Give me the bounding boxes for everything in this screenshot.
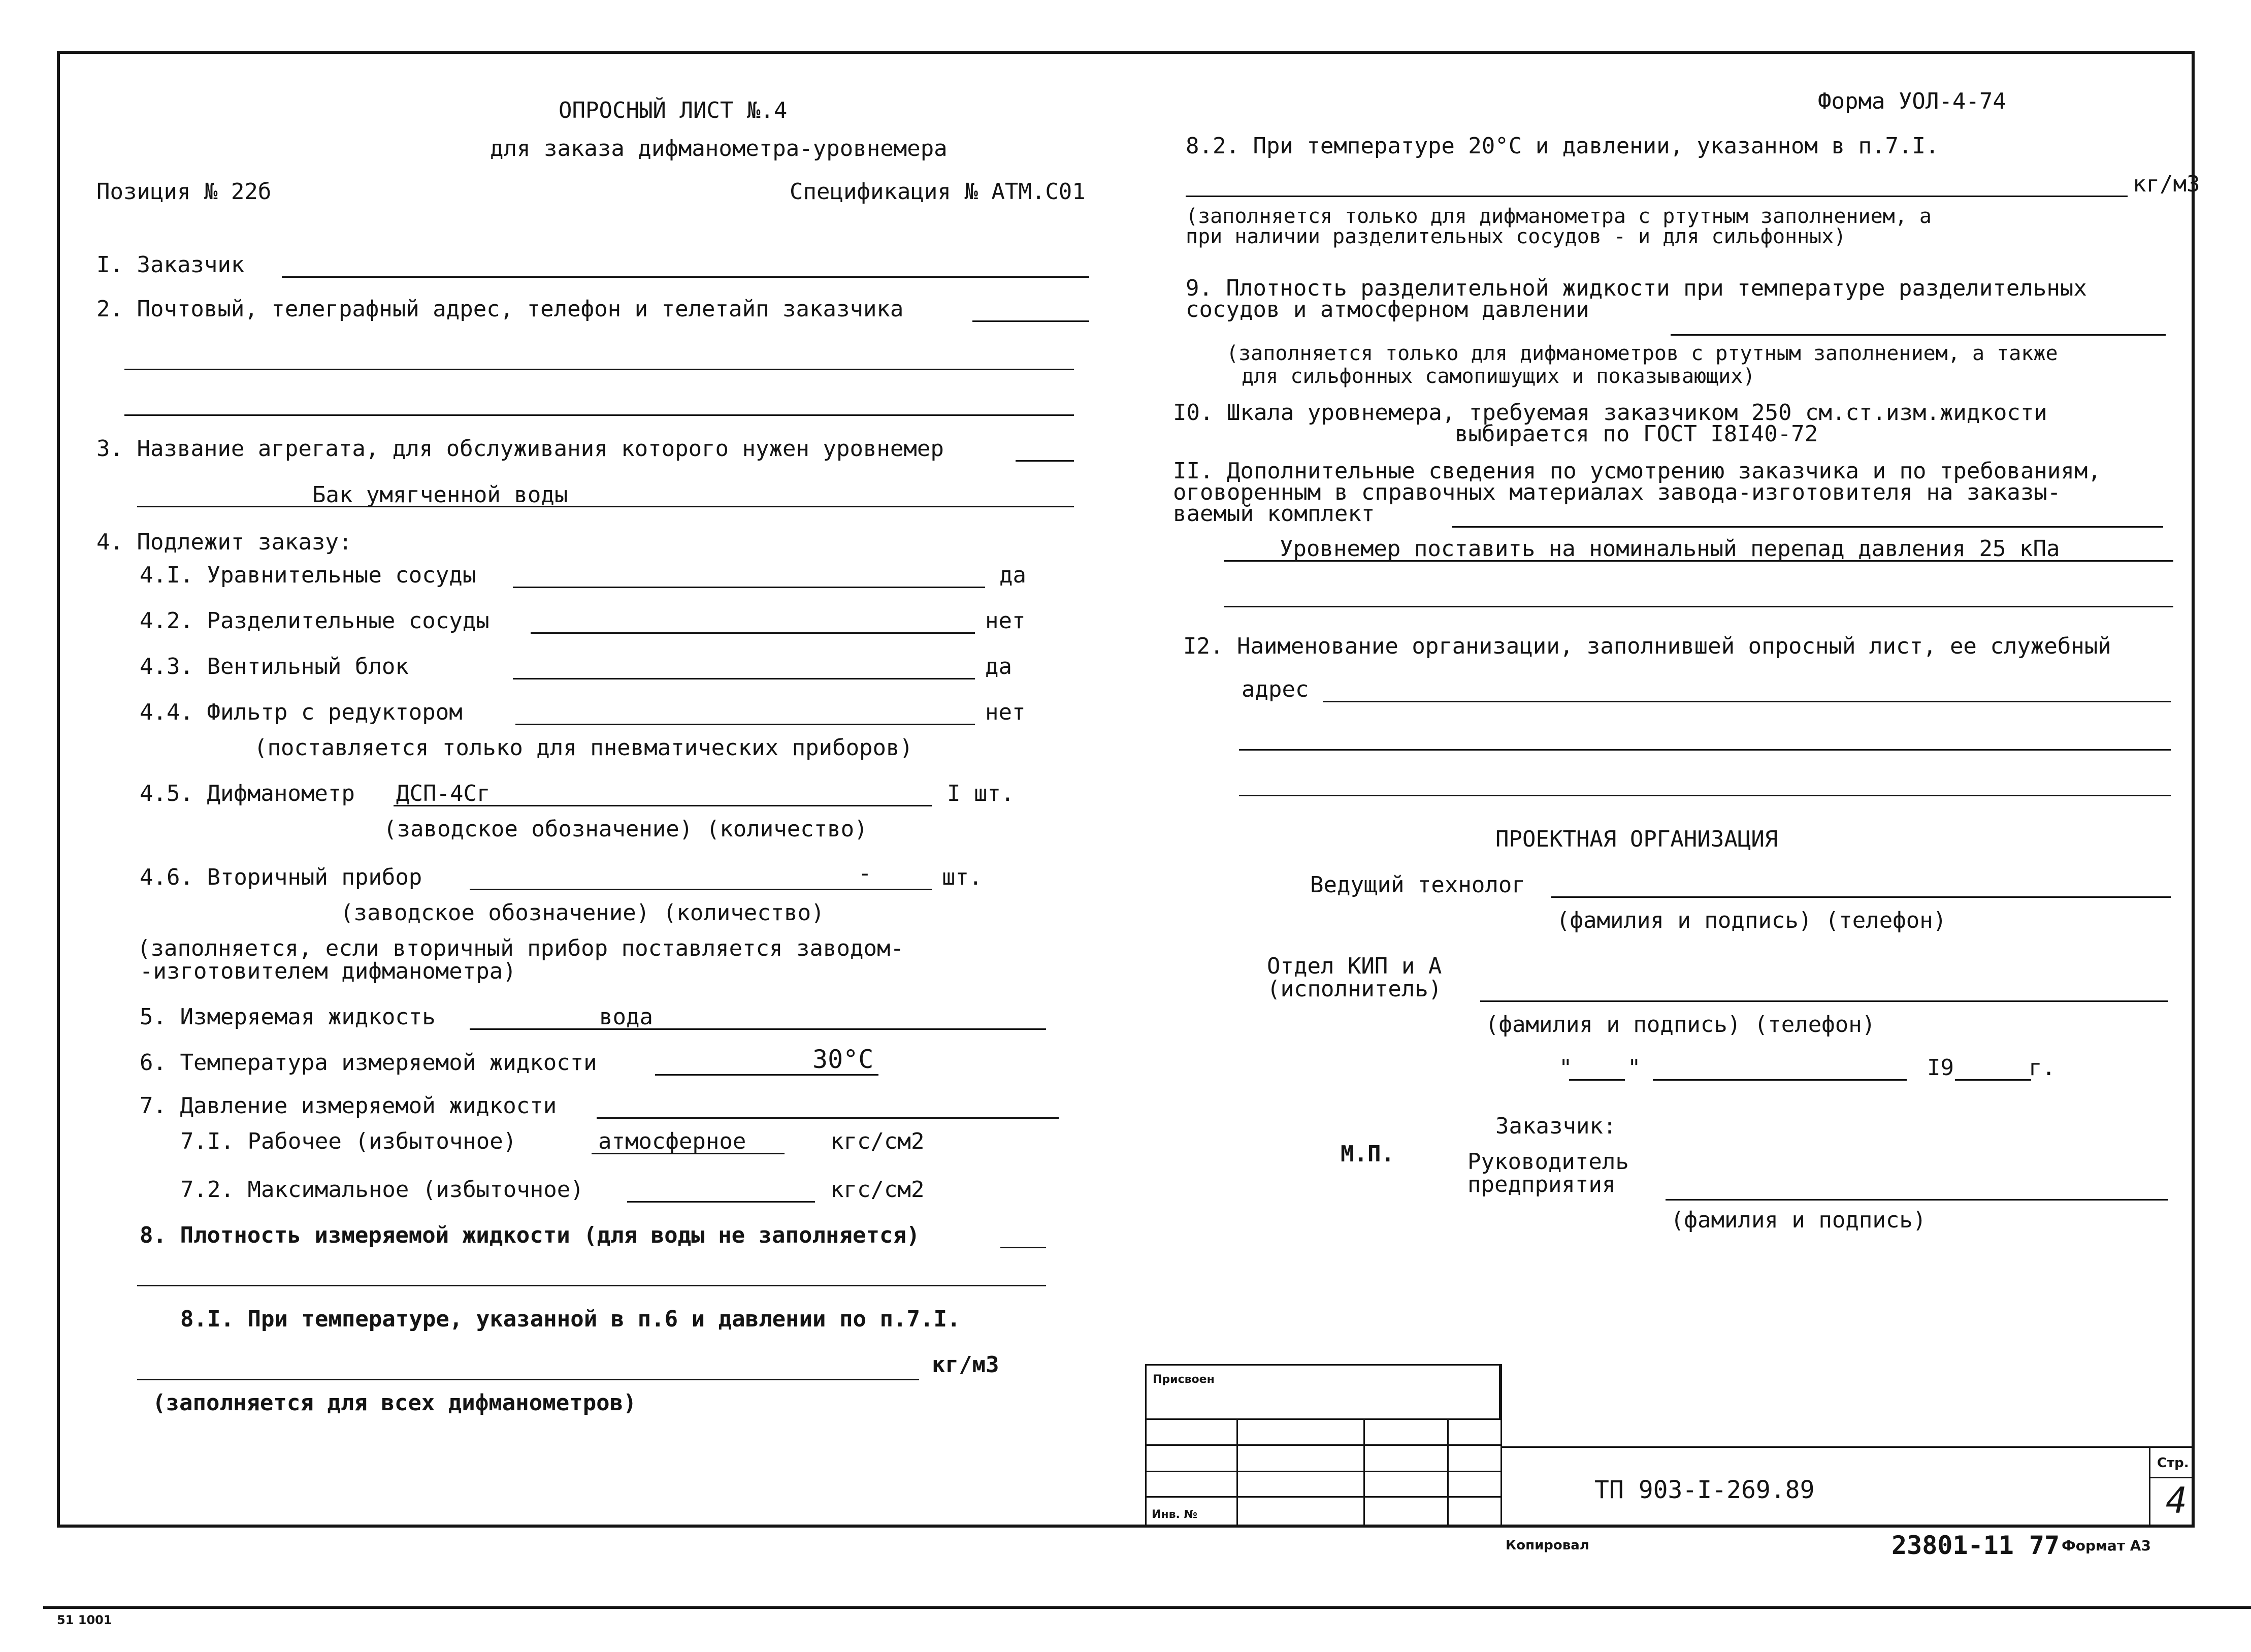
line-6[interactable]	[655, 1074, 878, 1076]
form-subtitle: для заказа дифманометра-уровнемера	[490, 136, 948, 161]
line-4-3[interactable]	[513, 678, 975, 679]
item-4-2: 4.2. Разделительные сосуды	[140, 608, 490, 634]
lead-technologist-label: Ведущий технолог	[1310, 872, 1525, 898]
stamp-prisvoen-label: Присвоен	[1153, 1373, 1215, 1386]
item-7-1-value: атмосферное	[598, 1128, 746, 1154]
date-year-prefix: I9	[1927, 1055, 1954, 1081]
line-11-b[interactable]	[1224, 560, 2173, 562]
item-4-6-dash: -	[858, 860, 872, 886]
sheet-number: 4	[2166, 1480, 2188, 1521]
title-block-sheet-divider	[2149, 1446, 2150, 1528]
item-7-1: 7.I. Рабочее (избыточное)	[180, 1128, 517, 1154]
item-11-line-3: ваемый комплект	[1173, 501, 1375, 527]
document-code: ТП 903-I-269.89	[1594, 1476, 1815, 1504]
item-11-value: Уровнемер поставить на номинальный перепад давления 25 кПа	[1280, 536, 2060, 562]
dept-kip-label: Отдел КИП и А	[1267, 953, 1442, 979]
item-9-line-2: сосудов и атмосферном давлении	[1186, 297, 1589, 322]
line-12-c[interactable]	[1239, 795, 2171, 796]
item-1-customer: I. Заказчик	[96, 252, 245, 278]
copied-by-label: Копировал	[1506, 1538, 1589, 1553]
specification-number: Спецификация № АТМ.С01	[790, 179, 1086, 205]
item-5-value: вода	[599, 1004, 653, 1030]
line-dept-kip[interactable]	[1480, 1000, 2168, 1002]
archive-number: 23801-11 77	[1891, 1531, 2060, 1560]
item-4-1-value: да	[999, 562, 1026, 588]
item-4-1: 4.I. Уравнительные сосуды	[140, 562, 476, 588]
form-title: ОПРОСНЫЙ ЛИСТ №.4	[559, 98, 788, 123]
item-4-4-note: (поставляется только для пневматических приборов)	[254, 735, 914, 761]
item-4-4: 4.4. Фильтр с редуктором	[140, 699, 463, 725]
stamp-inv-label: Инв. №	[1152, 1508, 1198, 1521]
line-4-1[interactable]	[513, 587, 985, 588]
company-head-label-2: предприятия	[1467, 1172, 1616, 1197]
line-8-a[interactable]	[1000, 1247, 1046, 1248]
item-8-2-note-2: при наличии разделительных сосудов - и для сильфонных)	[1186, 225, 1846, 248]
line-date-year[interactable]	[1955, 1079, 2031, 1081]
item-4-3: 4.3. Вентильный блок	[140, 654, 409, 679]
footer-code: 51 1001	[57, 1613, 112, 1627]
stamp-grid-col-2	[1363, 1420, 1365, 1528]
item-4-6-note-2: -изготовителем дифманометра)	[140, 958, 516, 984]
line-9[interactable]	[1671, 334, 2166, 336]
item-4-6: 4.6. Вторичный прибор	[140, 864, 422, 890]
line-5[interactable]	[470, 1028, 1046, 1030]
item-8-2: 8.2. При температуре 20°С и давлении, указанном в п.7.I.	[1186, 133, 1939, 159]
form-code: Форма УОЛ-4-74	[1818, 88, 2006, 114]
line-unit-2[interactable]	[137, 506, 1074, 507]
item-10-line-1: I0. Шкала уровнемера, требуемая заказчиком 250 см.ст.изм.жидкости	[1173, 400, 2047, 426]
item-8-density: 8. Плотность измеряемой жидкости (для воды не заполняется)	[140, 1222, 920, 1248]
item-9-line-1: 9. Плотность разделительной жидкости при температуре разделительных	[1186, 275, 2087, 301]
item-4-5-qty: I шт.	[947, 781, 1015, 806]
item-6-temperature: 6. Температура измеряемой жидкости	[140, 1050, 597, 1076]
line-8-2[interactable]	[1186, 196, 2128, 197]
item-4-6-note-1: (заполняется, если вторичный прибор поставляется заводом-	[137, 935, 904, 961]
item-5-liquid: 5. Измеряемая жидкость	[140, 1004, 436, 1030]
line-8-b[interactable]	[137, 1285, 1046, 1286]
item-6-value: 30°С	[812, 1045, 874, 1074]
item-8-1-note: (заполняется для всех дифманометров)	[152, 1390, 637, 1416]
date-year-suffix: г.	[2029, 1055, 2056, 1081]
line-8-1[interactable]	[137, 1379, 919, 1380]
signature-caption-2: (фамилия и подпись) (телефон)	[1485, 1012, 1876, 1038]
item-4-5: 4.5. Дифманометр	[140, 781, 355, 806]
stamp-place-label: М.П.	[1341, 1141, 1394, 1167]
item-11-line-2: оговоренным в справочных материалах завода-изготовителя на заказы-	[1173, 479, 2061, 505]
line-address-1[interactable]	[972, 320, 1089, 322]
stamp-grid-col-1	[1236, 1420, 1238, 1528]
line-company-head[interactable]	[1666, 1199, 2168, 1201]
stamp-prisvoen-cell	[1145, 1364, 1500, 1420]
customer-label: Заказчик:	[1495, 1113, 1617, 1139]
item-7-2: 7.2. Максимальное (избыточное)	[180, 1177, 584, 1203]
item-8-2-unit: кг/м3	[2133, 171, 2200, 197]
item-3-unit: 3. Название агрегата, для обслуживания которого нужен уровнемер	[96, 436, 944, 462]
date-quote-close: "	[1627, 1055, 1641, 1081]
line-4-4[interactable]	[515, 724, 975, 725]
stamp-grid-col-4	[1500, 1364, 1502, 1528]
line-4-6[interactable]	[470, 889, 932, 890]
line-unit-1[interactable]	[1016, 460, 1074, 462]
item-8-1-unit: кг/м3	[932, 1352, 999, 1378]
line-4-5[interactable]	[394, 805, 932, 806]
item-2-address: 2. Почтовый, телеграфный адрес, телефон и телетайп заказчика	[96, 296, 904, 322]
bottom-edge-line	[43, 1606, 2251, 1609]
line-12-b[interactable]	[1239, 749, 2171, 751]
line-customer[interactable]	[282, 276, 1089, 278]
signature-caption-3: (фамилия и подпись)	[1671, 1207, 1927, 1233]
item-7-1-unit: кгс/см2	[830, 1128, 925, 1154]
design-org-title: ПРОЕКТНАЯ ОРГАНИЗАЦИЯ	[1495, 826, 1778, 852]
signature-caption-1: (фамилия и подпись) (телефон)	[1556, 908, 1947, 933]
line-4-2[interactable]	[531, 632, 975, 634]
stamp-grid-col-3	[1447, 1420, 1449, 1528]
item-12-line-2: адрес	[1242, 676, 1309, 702]
sheet-label: Стр.	[2157, 1455, 2189, 1471]
item-4-6-qty: шт.	[942, 864, 983, 890]
item-4-order: 4. Подлежит заказу:	[96, 529, 352, 555]
item-4-4-value: нет	[985, 699, 1026, 725]
item-9-note-1: (заполняется только для дифманометров с ртутным заполнением, а также	[1226, 342, 2058, 365]
item-4-6-caption: (заводское обозначение) (количество)	[340, 900, 825, 926]
item-4-5-caption: (заводское обозначение) (количество)	[383, 816, 868, 842]
position-number: Позиция № 22б	[96, 179, 272, 205]
item-9-note-2: для сильфонных самопишущих и показывающих)	[1242, 365, 1755, 388]
format-label: Формат А3	[2062, 1537, 2151, 1554]
line-11-c[interactable]	[1224, 606, 2173, 607]
line-date-day[interactable]	[1569, 1079, 1625, 1081]
line-address-2[interactable]	[124, 369, 1074, 370]
line-date-month[interactable]	[1653, 1079, 1907, 1081]
line-11-a[interactable]	[1452, 526, 2163, 528]
line-12-a[interactable]	[1323, 701, 2171, 702]
line-7-1[interactable]	[592, 1153, 785, 1154]
line-address-3[interactable]	[124, 414, 1074, 416]
item-7-pressure: 7. Давление измеряемой жидкости	[140, 1093, 557, 1119]
item-8-1: 8.I. При температуре, указанной в п.6 и давлении по п.7.I.	[180, 1306, 961, 1332]
line-7-2[interactable]	[627, 1201, 815, 1203]
item-7-2-unit: кгс/см2	[830, 1177, 925, 1203]
item-10-line-2: выбирается по ГОСТ I8I40-72	[1455, 421, 1818, 447]
title-block-sheet-row	[2149, 1477, 2195, 1478]
unit-value: Бак умягченной воды	[312, 482, 568, 508]
line-7[interactable]	[597, 1117, 1059, 1119]
stamp-grid-col-0	[1145, 1420, 1147, 1528]
dept-executor-label: (исполнитель)	[1267, 976, 1442, 1002]
company-head-label-1: Руководитель	[1467, 1149, 1629, 1175]
item-8-2-note-1: (заполняется только для дифманометра с ртутным заполнением, а	[1186, 205, 1932, 228]
item-4-3-value: да	[985, 654, 1012, 679]
date-quote-open: "	[1559, 1055, 1573, 1081]
item-4-5-value: ДСП-4Сг	[396, 781, 491, 806]
item-4-2-value: нет	[985, 608, 1026, 634]
item-11-line-1: II. Дополнительные сведения по усмотрению заказчика и по требованиям,	[1173, 458, 2101, 484]
item-12-line-1: I2. Наименование организации, заполнившей опросный лист, ее служебный	[1183, 633, 2111, 659]
title-block-top	[1500, 1446, 2195, 1448]
line-lead-technologist[interactable]	[1551, 896, 2171, 898]
